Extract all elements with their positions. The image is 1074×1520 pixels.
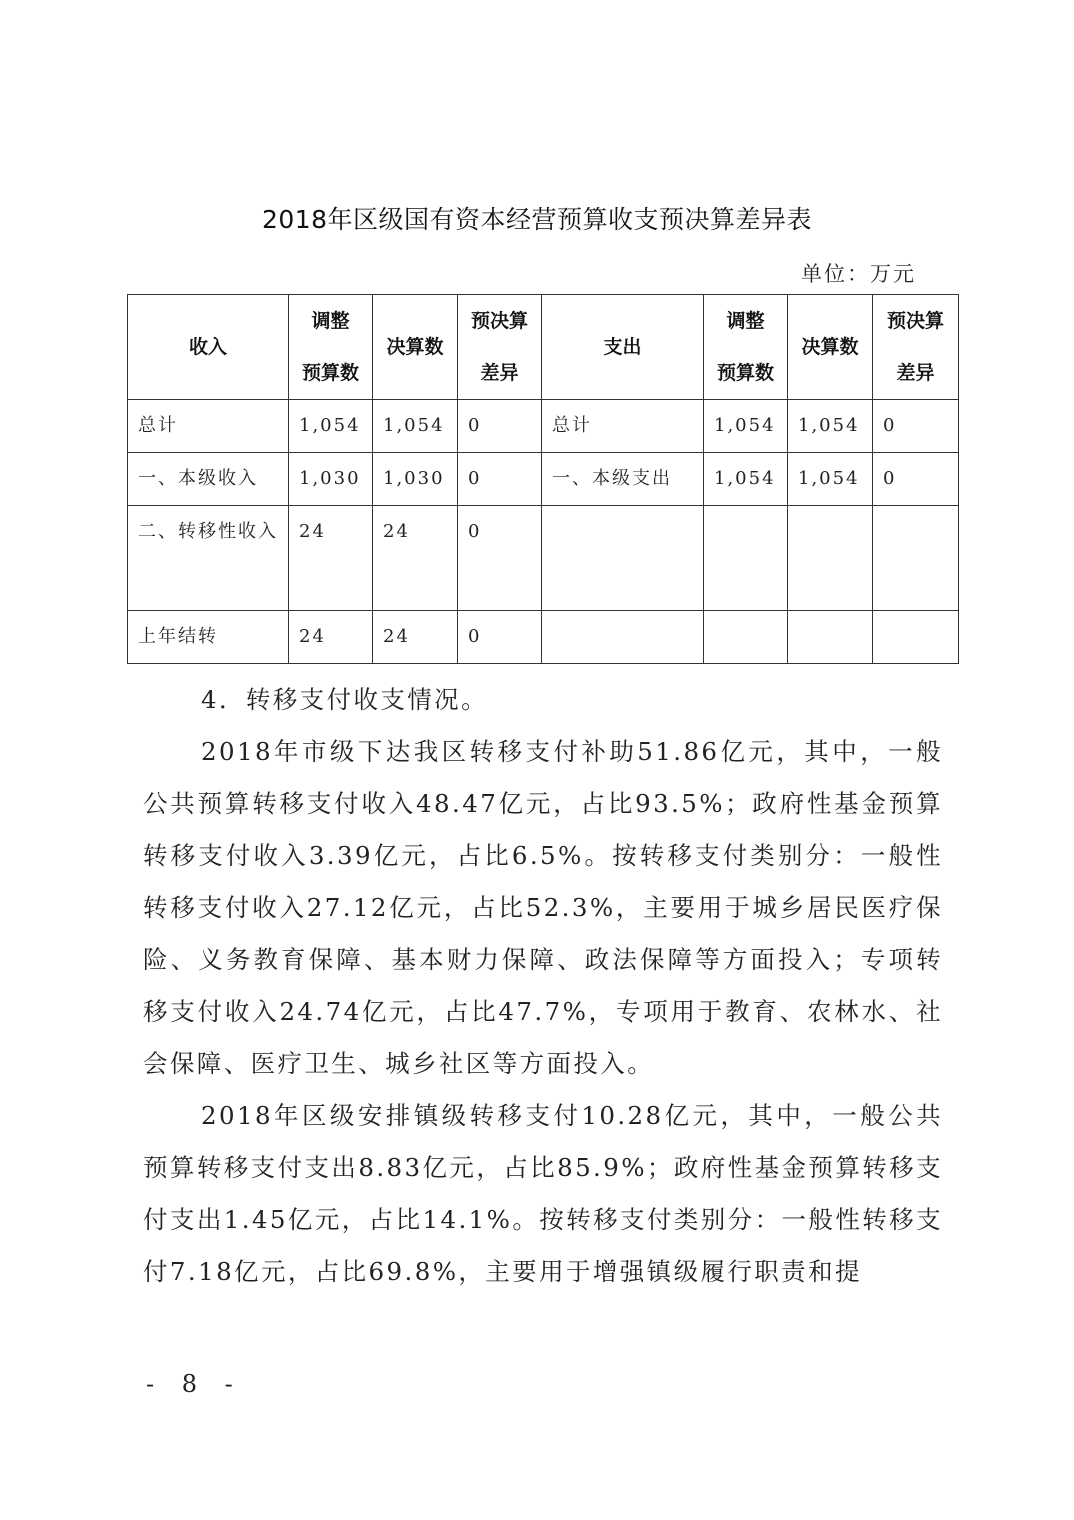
cell-income: 一、本级收入 xyxy=(128,453,289,506)
cell-final: 1,030 xyxy=(373,453,458,506)
cell-exp-budget: 1,054 xyxy=(704,400,788,453)
cell-exp-diff xyxy=(873,506,959,611)
cell-exp-final xyxy=(788,611,873,664)
section-heading: 4．转移支付收支情况。 xyxy=(201,685,488,714)
cell-income: 二、转移性收入 xyxy=(128,506,289,611)
page-number: - 8 - xyxy=(146,1370,243,1398)
cell-budget: 1,054 xyxy=(289,400,373,453)
cell-exp-final: 1,054 xyxy=(788,400,873,453)
cell-income: 总计 xyxy=(128,400,289,453)
header-difference-line1: 预决算 xyxy=(470,310,528,332)
cell-final: 1,054 xyxy=(373,400,458,453)
table-row xyxy=(128,506,959,611)
cell-final: 24 xyxy=(373,506,458,611)
cell-exp-final: 1,054 xyxy=(788,453,873,506)
cell-expenditure: 一、本级支出 xyxy=(542,453,704,506)
header-exp-adjusted-budget-line1: 调整 xyxy=(726,310,765,332)
table-row xyxy=(128,400,959,453)
cell-diff: 0 xyxy=(458,506,542,611)
table-row xyxy=(128,611,959,664)
table-header-row xyxy=(128,295,959,400)
cell-exp-budget xyxy=(704,611,788,664)
cell-budget: 24 xyxy=(289,611,373,664)
budget-difference-table xyxy=(127,294,959,664)
cell-diff: 0 xyxy=(458,400,542,453)
header-exp-difference-line1: 预决算 xyxy=(886,310,944,332)
cell-expenditure xyxy=(542,506,704,611)
header-adjusted-budget-line1: 调整 xyxy=(311,310,350,332)
page-title: 2018年区级国有资本经营预算收支预决算差异表 xyxy=(261,205,813,234)
cell-exp-diff xyxy=(873,611,959,664)
unit-label: 单位：万元 xyxy=(801,262,916,286)
header-final-accounts: 决算数 xyxy=(373,295,458,400)
header-adjusted-budget xyxy=(289,295,373,400)
cell-exp-final xyxy=(788,506,873,611)
header-income: 收入 xyxy=(128,295,289,400)
cell-income: 上年结转 xyxy=(128,611,289,664)
cell-budget: 24 xyxy=(289,506,373,611)
cell-exp-diff: 0 xyxy=(873,453,959,506)
cell-expenditure: 总计 xyxy=(542,400,704,453)
cell-diff: 0 xyxy=(458,611,542,664)
header-exp-final-accounts: 决算数 xyxy=(788,295,873,400)
header-exp-difference-line2: 差异 xyxy=(896,362,935,384)
cell-exp-budget: 1,054 xyxy=(704,453,788,506)
header-exp-difference xyxy=(873,295,959,400)
cell-exp-budget xyxy=(704,506,788,611)
cell-diff: 0 xyxy=(458,453,542,506)
header-exp-adjusted-budget-line2: 预算数 xyxy=(716,362,774,384)
table-row xyxy=(128,453,959,506)
header-expenditure: 支出 xyxy=(542,295,704,400)
cell-expenditure xyxy=(542,611,704,664)
cell-final: 24 xyxy=(373,611,458,664)
header-adjusted-budget-line2: 预算数 xyxy=(301,362,359,384)
paragraph-city-transfers: 2018年市级下达我区转移支付补助51.86亿元，其中，一般公共预算转移支付收入48.47亿元，占比93.5%；政府性基金预算转移支付收入3.39亿元，占比6.5%。按转移支付类别分：一般性转移支付收入27.12亿元，占比52.3%，主要用于城乡居民医疗保险、义务教育保障、基本财力保障、政法保障等方面投入；专项转移支付收入24.74亿元，占比47.7%，专项用于教育、农林水、社会保障、医疗卫生、城乡社区等方面投入。 xyxy=(143,737,943,1078)
header-exp-adjusted-budget xyxy=(704,295,788,400)
paragraph-town-transfers: 2018年区级安排镇级转移支付10.28亿元，其中，一般公共预算转移支付支出8.83亿元，占比85.9%；政府性基金预算转移支付支出1.45亿元，占比14.1%。按转移支付类别分：一般性转移支付7.18亿元，占比69.8%，主要用于增强镇级履行职责和提 xyxy=(143,1101,943,1286)
cell-budget: 1,030 xyxy=(289,453,373,506)
header-difference-line2: 差异 xyxy=(480,362,519,384)
cell-exp-diff: 0 xyxy=(873,400,959,453)
header-difference xyxy=(458,295,542,400)
